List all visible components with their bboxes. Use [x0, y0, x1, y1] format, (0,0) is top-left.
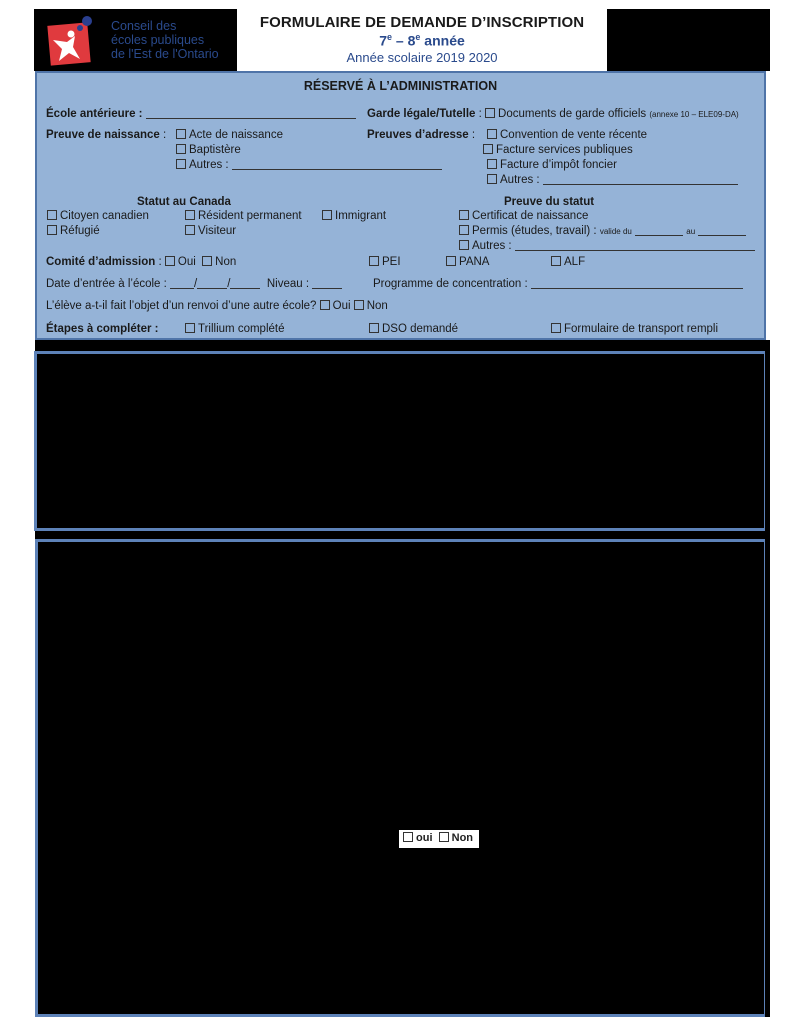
ecole-anterieure-label: École antérieure :	[46, 108, 143, 120]
logo-line-2: écoles publiques	[111, 33, 205, 47]
niveau-field[interactable]	[312, 278, 342, 289]
oui-non-choice	[399, 830, 479, 848]
pana-label: PANA	[459, 256, 490, 268]
alf-label: ALF	[564, 256, 586, 268]
dso-checkbox[interactable]	[369, 323, 379, 333]
renvoi-non-checkbox[interactable]	[354, 300, 364, 310]
star-figure-logo-icon	[47, 15, 97, 67]
preuve-statut-option-1	[459, 210, 588, 222]
facture-services-label: Facture services publiques	[496, 144, 633, 156]
pei-checkbox[interactable]	[369, 256, 379, 266]
alf-checkbox[interactable]	[551, 256, 561, 266]
program-pana	[446, 256, 489, 268]
trillium-label: Trillium complété	[198, 323, 285, 335]
statut-option-refugie	[47, 225, 100, 237]
etape-trillium	[185, 323, 284, 335]
comite-non-label: Non	[215, 256, 237, 268]
statut-option-immigrant	[322, 210, 386, 222]
comite-non-checkbox[interactable]	[202, 256, 212, 266]
renvoi-row	[46, 300, 388, 312]
preuve-statut-option-3	[459, 240, 755, 252]
permis-au-label: au	[686, 227, 696, 236]
logo-line-1: Conseil des	[111, 19, 177, 33]
section3-non-label: Non	[451, 832, 474, 844]
section3-non-checkbox[interactable]	[439, 832, 449, 842]
acte-naissance-label: Acte de naissance	[189, 129, 283, 141]
etape-transport	[551, 323, 718, 335]
preuves-adresse-label: Preuves d’adresse	[367, 129, 469, 141]
convention-vente-label: Convention de vente récente	[500, 129, 648, 141]
adresse-option-4	[487, 174, 738, 186]
certificat-naissance-label: Certificat de naissance	[472, 210, 589, 222]
facture-services-checkbox[interactable]	[483, 144, 493, 154]
grade-to-sup: e	[415, 32, 421, 42]
resident-label: Résident permanent	[198, 210, 302, 222]
statut-autres-checkbox[interactable]	[459, 240, 469, 250]
preuve-naissance-sep: :	[159, 129, 167, 141]
comite-oui-label: Oui	[177, 256, 196, 268]
immigrant-checkbox[interactable]	[322, 210, 332, 220]
preuves-adresse-sep: :	[468, 129, 476, 141]
comite-row	[46, 256, 236, 268]
date-entree-day-field[interactable]	[170, 278, 194, 289]
permis-label: Permis (études, travail) :	[472, 225, 597, 237]
etape-dso	[369, 323, 458, 335]
preuve-naissance-label-wrap	[46, 129, 166, 141]
adresse-option-2	[483, 144, 633, 156]
statut-autres-field[interactable]	[515, 240, 755, 251]
citoyen-checkbox[interactable]	[47, 210, 57, 220]
preuve-naissance-option-3	[176, 159, 442, 171]
redacted-section-2	[34, 351, 767, 531]
permis-valide-du-field[interactable]	[635, 225, 683, 236]
section3-oui-checkbox[interactable]	[403, 832, 413, 842]
immigrant-label: Immigrant	[335, 210, 387, 222]
renvoi-non-label: Non	[366, 300, 388, 312]
naissance-autres-field[interactable]	[232, 159, 442, 170]
date-entree-month-field[interactable]	[197, 278, 227, 289]
ecole-anterieure-row	[46, 108, 356, 120]
preuve-naissance-option-1	[176, 129, 283, 141]
form-title-block	[237, 9, 607, 71]
citoyen-label: Citoyen canadien	[60, 210, 149, 222]
garde-documents-checkbox[interactable]	[485, 108, 495, 118]
facture-impot-checkbox[interactable]	[487, 159, 497, 169]
adresse-autres-checkbox[interactable]	[487, 174, 497, 184]
permis-checkbox[interactable]	[459, 225, 469, 235]
renvoi-oui-checkbox[interactable]	[320, 300, 330, 310]
permis-valide-du-label: valide du	[599, 227, 632, 236]
preuve-statut-option-2	[459, 225, 746, 237]
adresse-option-1	[487, 129, 647, 141]
certificat-naissance-checkbox[interactable]	[459, 210, 469, 220]
visiteur-checkbox[interactable]	[185, 225, 195, 235]
convention-vente-checkbox[interactable]	[487, 129, 497, 139]
grade-from: 7	[379, 32, 388, 49]
etapes-label: Étapes à compléter :	[46, 323, 159, 335]
naissance-autres-checkbox[interactable]	[176, 159, 186, 169]
program-pei	[369, 256, 401, 268]
baptistere-checkbox[interactable]	[176, 144, 186, 154]
statut-option-resident	[185, 210, 302, 222]
statut-option-visiteur	[185, 225, 236, 237]
programme-row	[373, 278, 743, 290]
school-year: Année scolaire 2019 2020	[346, 49, 498, 65]
grade-suffix: année	[420, 32, 465, 49]
logo-text	[111, 19, 219, 61]
permis-au-field[interactable]	[698, 225, 746, 236]
redaction-edge	[765, 351, 770, 1017]
pei-label: PEI	[382, 256, 401, 268]
admin-heading: RÉSERVÉ À L’ADMINISTRATION	[303, 79, 498, 93]
ecole-anterieure-field[interactable]	[146, 108, 356, 119]
preuve-naissance-option-2	[176, 144, 241, 156]
dso-label: DSO demandé	[382, 323, 459, 335]
garde-sep: :	[475, 108, 486, 120]
transport-checkbox[interactable]	[551, 323, 561, 333]
garde-row	[367, 108, 739, 120]
preuve-naissance-label: Preuve de naissance	[46, 129, 160, 141]
statut-heading: Statut au Canada	[137, 196, 231, 208]
transport-label: Formulaire de transport rempli	[564, 323, 719, 335]
program-alf	[551, 256, 585, 268]
programme-field[interactable]	[531, 278, 743, 289]
preuve-statut-heading: Preuve du statut	[504, 196, 595, 208]
renvoi-oui-label: Oui	[332, 300, 351, 312]
pana-checkbox[interactable]	[446, 256, 456, 266]
date-entree-year-field[interactable]	[230, 278, 260, 289]
refugie-checkbox[interactable]	[47, 225, 57, 235]
adresse-autres-field[interactable]	[543, 174, 738, 185]
naissance-autres-label: Autres :	[189, 159, 229, 171]
form-title: FORMULAIRE DE DEMANDE D’INSCRIPTION	[259, 14, 585, 31]
logo-block	[34, 9, 237, 71]
baptistere-label: Baptistère	[189, 144, 241, 156]
redacted-section-3	[35, 539, 767, 1017]
date-entree-label: Date d’entrée à l’école :	[46, 278, 167, 290]
renvoi-question: L’élève a-t-il fait l’objet d’un renvoi d’une autre école?	[46, 300, 317, 312]
grade-to: 8	[407, 32, 416, 49]
logo-line-3: de l'Est de l'Ontario	[111, 47, 219, 61]
comite-label: Comité d’admission	[46, 256, 156, 268]
admin-reserved-panel	[35, 71, 766, 340]
adresse-autres-label: Autres :	[500, 174, 540, 186]
grade-dash: –	[392, 32, 408, 49]
preuves-adresse-label-wrap	[367, 129, 475, 141]
grade-range	[237, 32, 607, 49]
garde-note: (annexe 10 – ELE09-DA)	[649, 110, 739, 119]
facture-impot-label: Facture d’impôt foncier	[500, 159, 617, 171]
niveau-label: Niveau :	[266, 278, 310, 290]
adresse-option-3	[487, 159, 617, 171]
visiteur-label: Visiteur	[198, 225, 237, 237]
refugie-label: Réfugié	[60, 225, 100, 237]
grade-from-sup: e	[387, 32, 393, 42]
section3-oui-label: oui	[416, 832, 433, 844]
date-entree-row: Date d’entrée à l’école : / / Niveau :	[46, 278, 342, 290]
statut-autres-label: Autres :	[472, 240, 512, 252]
statut-option-citoyen	[47, 210, 149, 222]
comite-sep: :	[155, 256, 165, 268]
comite-oui-checkbox[interactable]	[165, 256, 175, 266]
programme-label: Programme de concentration :	[373, 278, 528, 290]
redacted-area-top-right	[607, 9, 770, 71]
resident-checkbox[interactable]	[185, 210, 195, 220]
garde-documents-label: Documents de garde officiels	[498, 108, 647, 120]
trillium-checkbox[interactable]	[185, 323, 195, 333]
garde-label: Garde légale/Tutelle	[367, 108, 476, 120]
acte-naissance-checkbox[interactable]	[176, 129, 186, 139]
